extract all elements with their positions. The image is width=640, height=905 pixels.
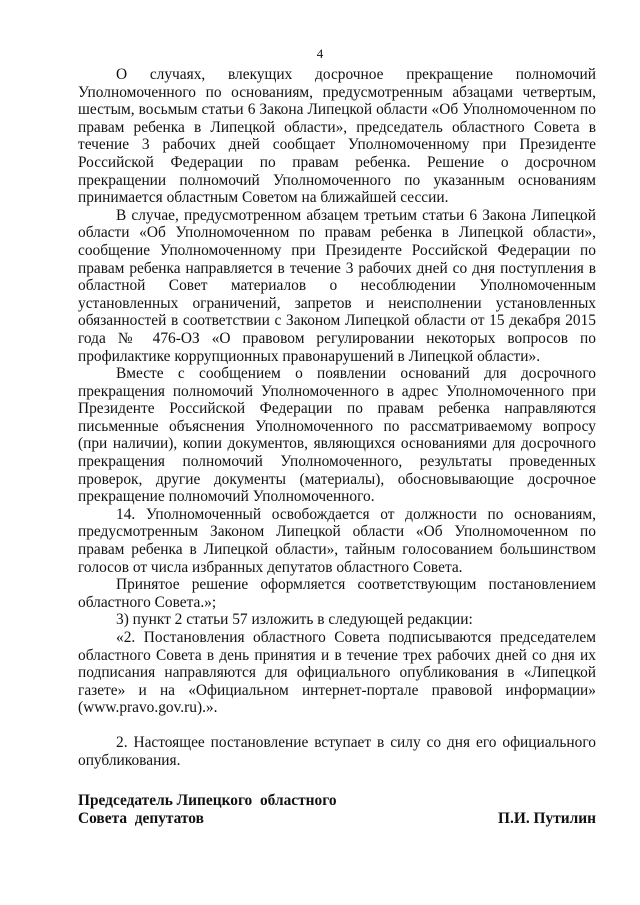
- signature-position-line-1: Председатель Липецкого областного: [78, 792, 337, 809]
- signature-row: [78, 810, 596, 828]
- paragraph-decision-resolution: Принятое решение оформляется соответствующим постановлением областного Совета.»;: [78, 576, 596, 611]
- paragraph-resolutions-publication: «2. Постановления областного Совета подписываются председателем областного Совета в день принятия и в течение трех рабочих дней со дня их подписания направляются для официального опубликования в «Липецкой газете» и на «Официальном интернет-портале правовой информации» (www.pravo.gov.ru).».: [78, 629, 596, 717]
- paragraph-entry-into-force: 2. Настоящее постановление вступает в силу со дня его официального опубликования.: [78, 733, 596, 769]
- paragraph-item-3-article-57: 3) пункт 2 статьи 57 изложить в следующей редакции:: [116, 611, 473, 629]
- signature-position-line-2: Совета депутатов: [78, 810, 204, 827]
- signer-name: П.И. Путилин: [498, 810, 596, 827]
- document-body: [78, 66, 596, 769]
- signature-block: [78, 792, 596, 828]
- paragraph-notification-materials: Вместе с сообщением о появлении оснований для досрочного прекращения полномочий Уполномоченного в адрес Уполномоченного при Президенте Российской Федерации по правам ребенка направляются письменные объяснения Уполномоченного по рассматриваемому вопросу (при наличии), копии документов, являющихся основаниями для досрочного прекращения полномочий Уполномоченного, результаты проведенных проверок, другие документы (материалы), обосновывающие досрочное прекращение полномочий Уполномоченного.: [78, 365, 596, 506]
- paragraph-item-14: 14. Уполномоченный освобождается от должности по основаниям, предусмотренным Законом Липецкой области «Об Уполномоченном по правам ребенка в Липецкой области», тайным голосованием большинством голосов от числа избранных депутатов областного Совета.: [78, 505, 596, 576]
- page-number: 4: [316, 46, 324, 61]
- paragraph-paragraph-three-case: В случае, предусмотренном абзацем третьим статьи 6 Закона Липецкой области «Об Уполномоченном по правам ребенка в Липецкой области», сообщение Уполномоченному при Президенте Российской Федерации по правам ребенка направляется в течение 3 рабочих дней со дня поступления в областной Совет материалов о несоблюдении Уполномоченным установленных ограничений, запретов и неисполнении установленных обязанностей в соответствии с Законом Липецкой области от 15 декабря 2015 года № 476-ОЗ «О правовом регулировании некоторых вопросов по профилактике коррупционных правонарушений в Липецкой области».: [78, 206, 596, 365]
- paragraph-early-termination-cases: О случаях, влекущих досрочное прекращение полномочий Уполномоченного по основаниям, предусмотренным абзацами четвертым, шестым, восьмым статьи 6 Закона Липецкой области «Об Уполномоченном по правам ребенка в Липецкой области», председатель областного Совета в течение 3 рабочих дней сообщает Уполномоченному при Президенте Российской Федерации по правам ребенка. Решение о досрочном прекращении полномочий Уполномоченного по указанным основаниям принимается областным Советом на ближайшей сессии.: [78, 66, 596, 207]
